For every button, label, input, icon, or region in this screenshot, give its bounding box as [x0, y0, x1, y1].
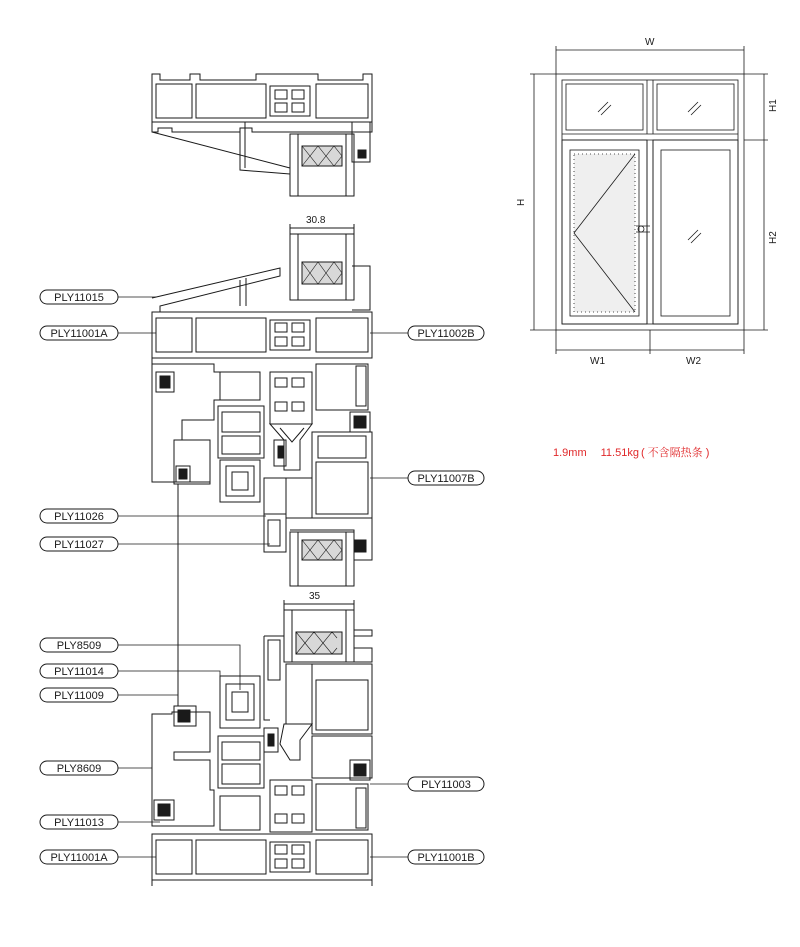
dim-h2: H2: [768, 231, 779, 244]
svg-text:PLY11009: PLY11009: [54, 690, 104, 702]
svg-text:PLY11026: PLY11026: [54, 511, 104, 523]
label-ply11001a-bottom: [40, 850, 118, 864]
svg-text:PLY11027: PLY11027: [54, 539, 104, 551]
dim-h1: H1: [768, 99, 779, 112]
material-spec: [553, 444, 723, 460]
svg-text:PLY11013: PLY11013: [54, 817, 104, 829]
window-elevation: [516, 37, 779, 367]
left-labels: [40, 290, 118, 864]
label-ply11007b: [408, 471, 484, 485]
svg-text:PLY11001A: PLY11001A: [50, 328, 108, 340]
dim-w1: W1: [590, 356, 605, 367]
spec-weight: 11.51kg: [600, 447, 639, 459]
label-ply11013: [40, 815, 118, 829]
svg-text:PLY11001B: PLY11001B: [417, 852, 475, 864]
top-profile-section: [152, 74, 372, 196]
glass-dimension-top: 30.8: [306, 215, 326, 226]
dim-h: H: [516, 198, 527, 206]
spec-thickness: 1.9mm: [553, 447, 587, 459]
label-ply11014: [40, 664, 118, 678]
label-ply8609: [40, 761, 118, 775]
bottom-profile-section: [152, 591, 372, 886]
svg-text:PLY8509: PLY8509: [56, 640, 102, 652]
dim-w: W: [645, 37, 655, 48]
label-ply11002b: [408, 326, 484, 340]
label-ply11003: [408, 777, 484, 791]
svg-text:PLY11003: PLY11003: [421, 779, 471, 791]
label-ply11027: [40, 537, 118, 551]
middle-profile-section: [152, 215, 372, 586]
spec-note: ( 不含隔热条 ): [640, 447, 710, 459]
right-labels: [408, 326, 484, 864]
label-ply11001a-top: [40, 326, 118, 340]
label-ply11015: [40, 290, 118, 304]
label-ply11026: [40, 509, 118, 523]
svg-text:PLY11007B: PLY11007B: [417, 473, 475, 485]
dim-w2: W2: [686, 356, 701, 367]
svg-text:PLY11002B: PLY11002B: [417, 328, 475, 340]
svg-text:PLY11001A: PLY11001A: [50, 852, 108, 864]
label-ply11001b: [408, 850, 484, 864]
svg-text:PLY11014: PLY11014: [54, 666, 104, 678]
svg-text:PLY11015: PLY11015: [54, 292, 104, 304]
svg-text:PLY8609: PLY8609: [56, 763, 102, 775]
label-ply11009: [40, 688, 118, 702]
label-ply8509: [40, 638, 118, 652]
glass-dimension-bottom: 35: [309, 591, 321, 602]
